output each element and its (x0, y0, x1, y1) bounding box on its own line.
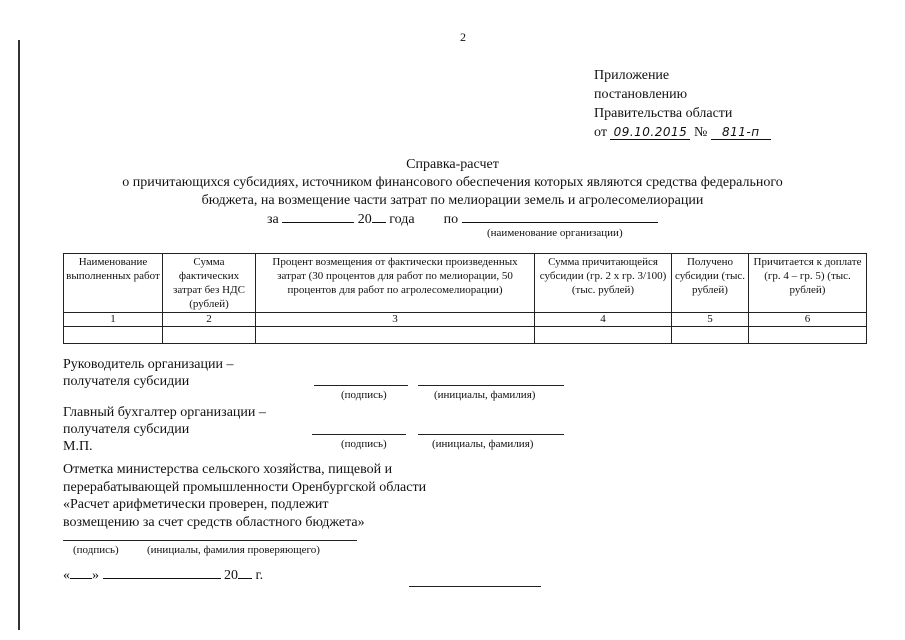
header-percent: Процент возмещения от фактически произведенных затрат (30 процентов для работ по мелиорации, 50 процентов для работ по агролесомелиорации) (256, 254, 535, 313)
ministry-note-line-4: возмещению за счет средств областного бюджета» (63, 514, 365, 530)
head-initials-caption: (инициалы, фамилия) (434, 389, 536, 401)
check-year-blank (238, 565, 252, 579)
appendix-date-line (594, 123, 771, 142)
day-blank (70, 565, 92, 579)
period-prefix: за (267, 212, 279, 227)
appendix-line-1: Приложение (594, 68, 670, 83)
subsidy-table (63, 253, 867, 344)
scan-edge-line (18, 40, 20, 630)
table-cell (256, 327, 535, 344)
column-number-row (64, 313, 867, 327)
accountant-signature-line (312, 434, 406, 435)
number-prefix: № (693, 125, 708, 140)
table-row (64, 327, 867, 344)
title-line-3: бюджета, на возмещение части затрат по мелиорации земель и агролесомелиорации (201, 193, 704, 208)
check-year-suffix: г. (255, 568, 264, 583)
appendix-block (594, 66, 771, 142)
ministry-note-line-3: «Расчет арифметически проверен, подлежит (63, 497, 329, 512)
checker-signature-line (63, 540, 357, 541)
accountant-label-line-2: получателя субсидии (63, 422, 190, 437)
footer-line (409, 586, 541, 587)
column-number: 2 (163, 313, 256, 327)
head-signature-caption: (подпись) (341, 389, 387, 401)
accountant-label (63, 404, 266, 455)
check-year-prefix: 20 (224, 568, 238, 583)
appendix-line-2: постановлению (594, 87, 688, 102)
check-date-line (63, 565, 263, 584)
head-initials-line (418, 385, 564, 386)
head-label-line-2: получателя субсидии (63, 374, 190, 389)
header-works: Наименование выполненных работ (64, 254, 163, 313)
table-cell (163, 327, 256, 344)
page-number: 2 (460, 30, 466, 44)
checker-signature-caption: (подпись) (73, 544, 119, 556)
header-due: Причитается к доплате (гр. 4 – гр. 5) (тыс. рублей) (749, 254, 867, 313)
period-line (267, 209, 658, 228)
column-number: 5 (672, 313, 749, 327)
title-line-1: Справка-расчет (406, 157, 499, 172)
header-subsidy-sum: Сумма причитающейся субсидии (гр. 2 х гр. 3/100) (тыс. рублей) (535, 254, 672, 313)
document-title (0, 156, 905, 210)
resolution-number: 811-п (711, 125, 771, 140)
accountant-initials-caption: (инициалы, фамилия) (432, 438, 534, 450)
seal-label: М.П. (63, 439, 93, 454)
ministry-note (63, 461, 426, 531)
head-label-line-1: Руководитель организации – (63, 357, 234, 372)
organization-caption: (наименование организации) (487, 227, 623, 239)
column-number: 6 (749, 313, 867, 327)
column-number: 4 (535, 313, 672, 327)
period-org-prefix: по (443, 212, 459, 227)
organization-blank (462, 209, 658, 223)
resolution-date: 09.10.2015 (610, 125, 690, 140)
period-year-suffix: года (389, 212, 415, 227)
month-blank (103, 565, 221, 579)
year-blank (372, 209, 386, 223)
column-number: 1 (64, 313, 163, 327)
head-label (63, 356, 233, 390)
table-cell (749, 327, 867, 344)
date-close-quote: » (92, 568, 99, 583)
period-blank (282, 209, 354, 223)
accountant-label-line-1: Главный бухгалтер организации – (63, 405, 266, 420)
ministry-note-line-1: Отметка министерства сельского хозяйства, пищевой и (63, 462, 393, 477)
ministry-note-line-2: перерабатывающей промышленности Оренбургской области (63, 479, 427, 495)
table-header-row (64, 254, 867, 313)
date-open-quote: « (63, 568, 70, 583)
accountant-initials-line (418, 434, 564, 435)
checker-initials-caption: (инициалы, фамилия проверяющего) (147, 544, 320, 556)
header-received: Получено субсидии (тыс. рублей) (672, 254, 749, 313)
date-prefix: от (594, 125, 607, 140)
period-year-prefix: 20 (357, 212, 372, 227)
accountant-signature-caption: (подпись) (341, 438, 387, 450)
appendix-line-3: Правительства области (594, 106, 733, 121)
table-cell (64, 327, 163, 344)
table-cell (672, 327, 749, 344)
header-costs: Сумма фактических затрат без НДС (рублей) (163, 254, 256, 313)
column-number: 3 (256, 313, 535, 327)
head-signature-line (314, 385, 408, 386)
table-cell (535, 327, 672, 344)
title-line-2: о причитающихся субсидиях, источником финансового обеспечения которых являются средства федерального (122, 175, 783, 190)
